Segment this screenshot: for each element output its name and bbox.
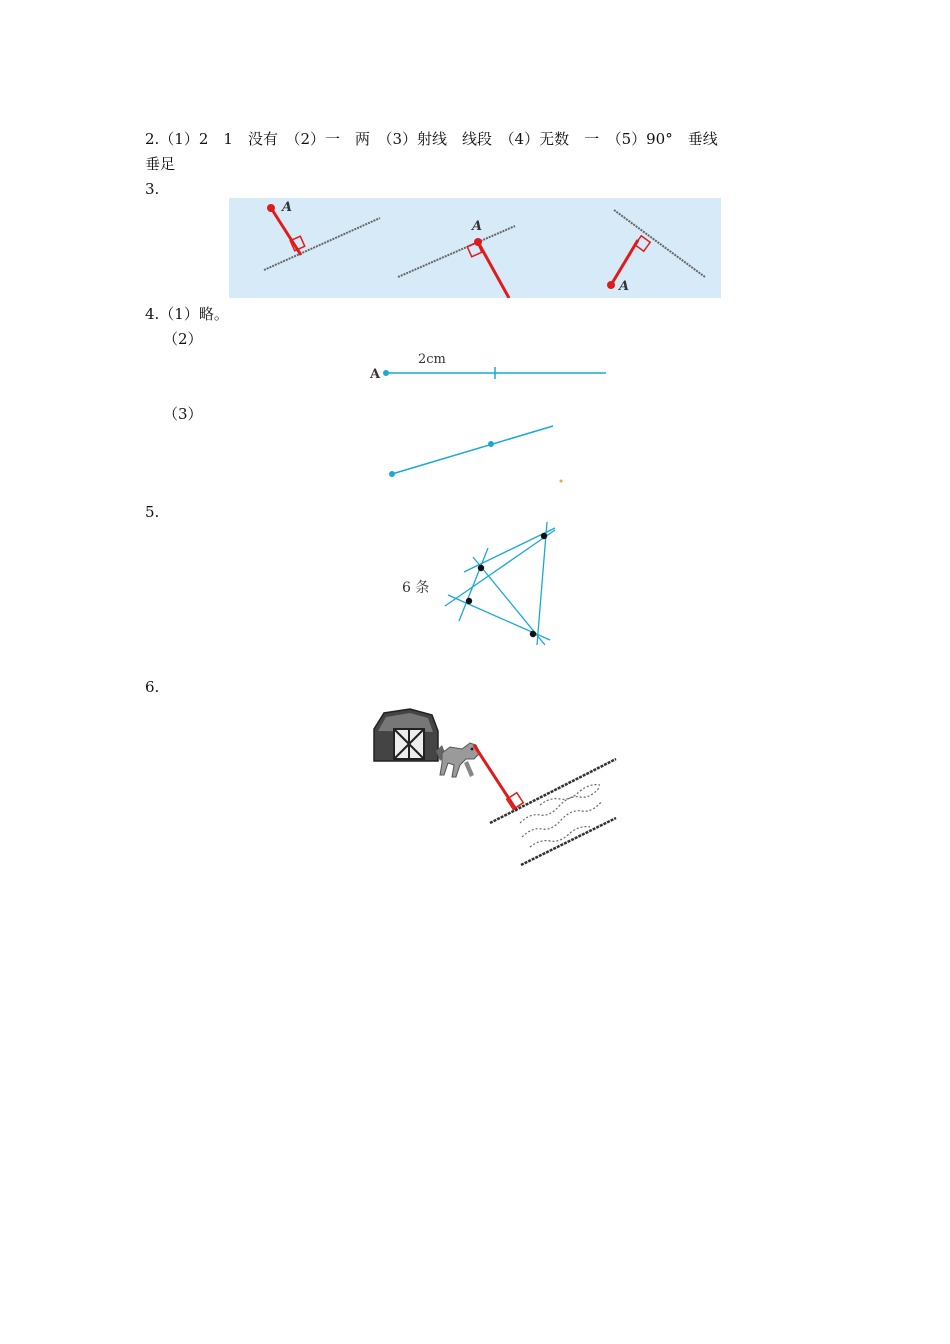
line-count-label: 6 条 bbox=[402, 580, 430, 596]
answer-4-1: 4.（1）略。 bbox=[145, 305, 229, 323]
answer-2-line-1: 2.（1）2 1 没有 （2）一 两 （3）射线 线段 （4）无数 一 （5）90° 垂线 bbox=[145, 130, 718, 148]
ray-two-points-figure bbox=[385, 422, 565, 484]
barn-icon bbox=[374, 709, 446, 761]
answer-2-line-2: 垂足 bbox=[145, 155, 176, 173]
dog-icon bbox=[440, 743, 480, 777]
point-a-label: A bbox=[370, 367, 381, 382]
answer-5-label: 5. bbox=[145, 503, 160, 521]
length-label: 2cm bbox=[418, 352, 446, 367]
ray-2cm-figure bbox=[368, 348, 613, 382]
point-a-label-2: A bbox=[472, 219, 483, 234]
answer-4-3-label: （3） bbox=[163, 405, 203, 423]
point-a-label-1: A bbox=[282, 200, 293, 215]
answer-4-2-label: （2） bbox=[163, 330, 203, 348]
answer-3-label: 3. bbox=[145, 180, 160, 198]
point-a-label-3: A bbox=[619, 279, 630, 294]
perpendicular-figure-panel bbox=[229, 198, 721, 298]
answer-6-label: 6. bbox=[145, 678, 160, 696]
four-points-lines-figure bbox=[400, 520, 570, 655]
barn-dog-river-figure bbox=[370, 705, 620, 870]
